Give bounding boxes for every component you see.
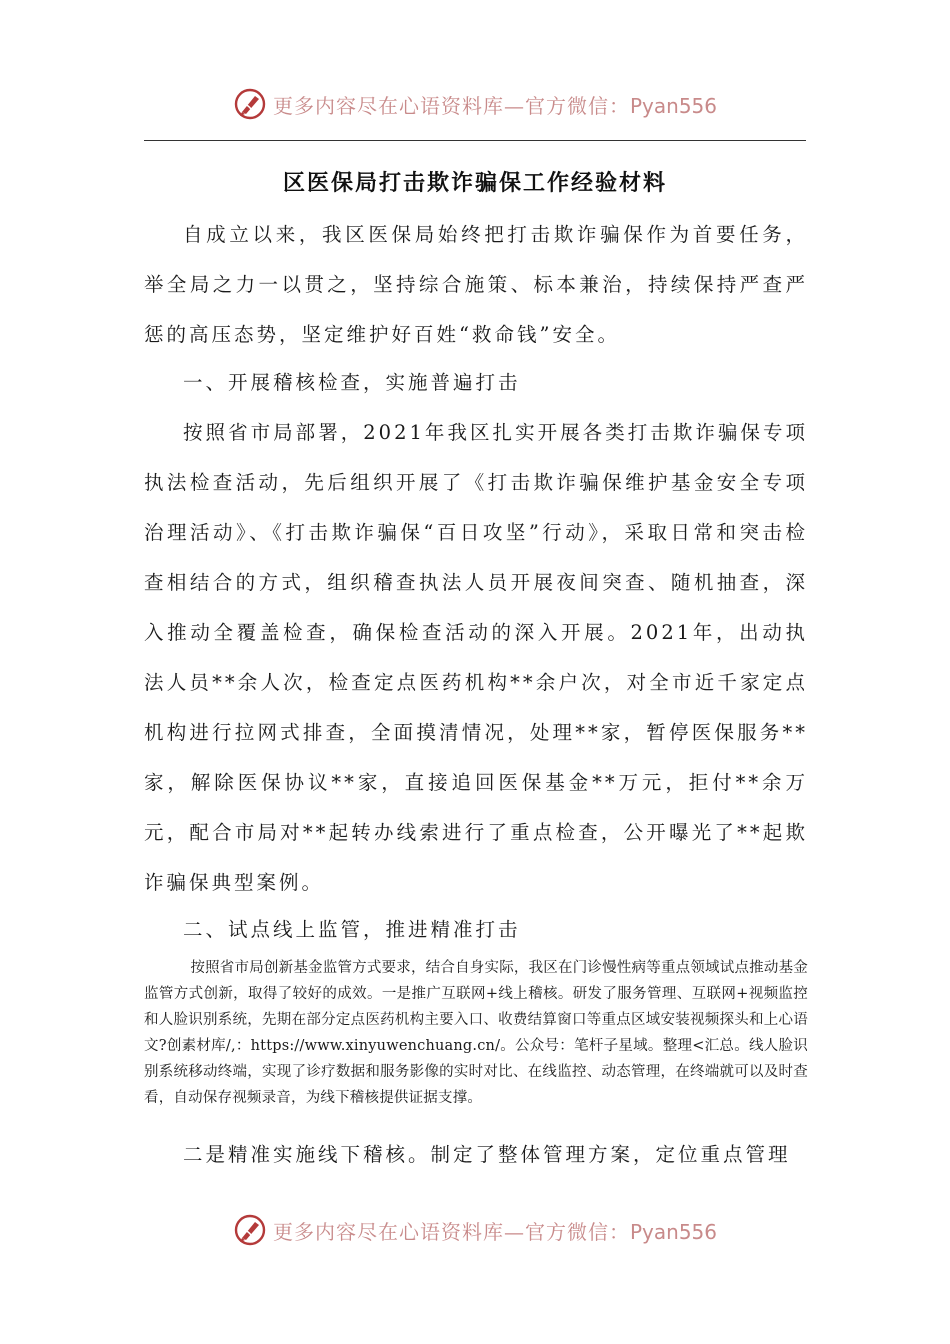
banner-wechat-id: Pyan556: [629, 1219, 717, 1244]
banner-text: [273, 1216, 717, 1245]
section-2-paragraph: 按照省市局创新基金监管方式要求，结合自身实际，我区在门诊慢性病等重点领域试点推动基金监管方式创新，取得了较好的成效。一是推广互联网+线上稽核。研发了服务管理、互联网+视频监控和人脸识别系统，先期在部分定点医药机构主要入口、收费结算窗口等重点区域安装视频探头和上心语文?创素材库/,：https://www.xinyuwenchuang.cn/。公众号：笔杆子星域。整理<汇总。线人脸识别系统移动终端，实现了诊疗数据和服务影像的实时对比、在线监控、动态管理，在终端就可以及时查看，自动保存视频录音，为线下稽核提供证据支撑。: [144, 960, 808, 1106]
section-1-paragraph: 按照省市局部署，2021年我区扎实开展各类打击欺诈骗保专项执法检查活动，先后组织开展了《打击欺诈骗保维护基金安全专项治理活动》、《打击欺诈骗保“百日攻坚”行动》，采取日常和突击检查相结合的方式，组织稽查执法人员开展夜间突查、随机抽查，深入推动全覆盖检查，确保检查活动的深入开展。2021年，出动执法人员**余人次，检查定点医药机构**余户次，对全市近千家定点机构进行拉网式排查，全面摸清情况，处理**家，暂停医保服务**家，解除医保协议**家，直接追回医保基金**万元，拒付**余万元，配合市局对**起转办线索进行了重点检查，公开曝光了**起欺诈骗保典型案例。: [144, 421, 808, 894]
header-divider: [144, 140, 806, 141]
document-title: 区医保局打击欺诈骗保工作经验材料: [282, 170, 667, 196]
banner-text: [273, 90, 717, 119]
section-2-paragraph-2: 二是精准实施线下稽核。制定了整体管理方案，定位重点管理: [183, 1143, 791, 1166]
pen-logo-icon: [233, 87, 267, 121]
banner-label: 更多内容尽在心语资料库—官方微信：: [272, 1219, 630, 1244]
pen-logo-icon: [233, 1213, 267, 1247]
footer-banner: [0, 1208, 950, 1252]
banner-wechat-id: Pyan556: [629, 93, 717, 118]
section-2-heading: 二、试点线上监管，推进精准打击: [183, 918, 521, 941]
banner-label: 更多内容尽在心语资料库—官方微信：: [272, 93, 630, 118]
header-banner: [0, 82, 950, 126]
section-1-heading: 一、开展稽核检查，实施普遍打击: [183, 371, 521, 394]
intro-paragraph: 自成立以来，我区医保局始终把打击欺诈骗保作为首要任务，举全局之力一以贯之，坚持综合施策、标本兼治，持续保持严查严惩的高压态势，坚定维护好百姓“救命钱”安全。: [144, 223, 808, 346]
